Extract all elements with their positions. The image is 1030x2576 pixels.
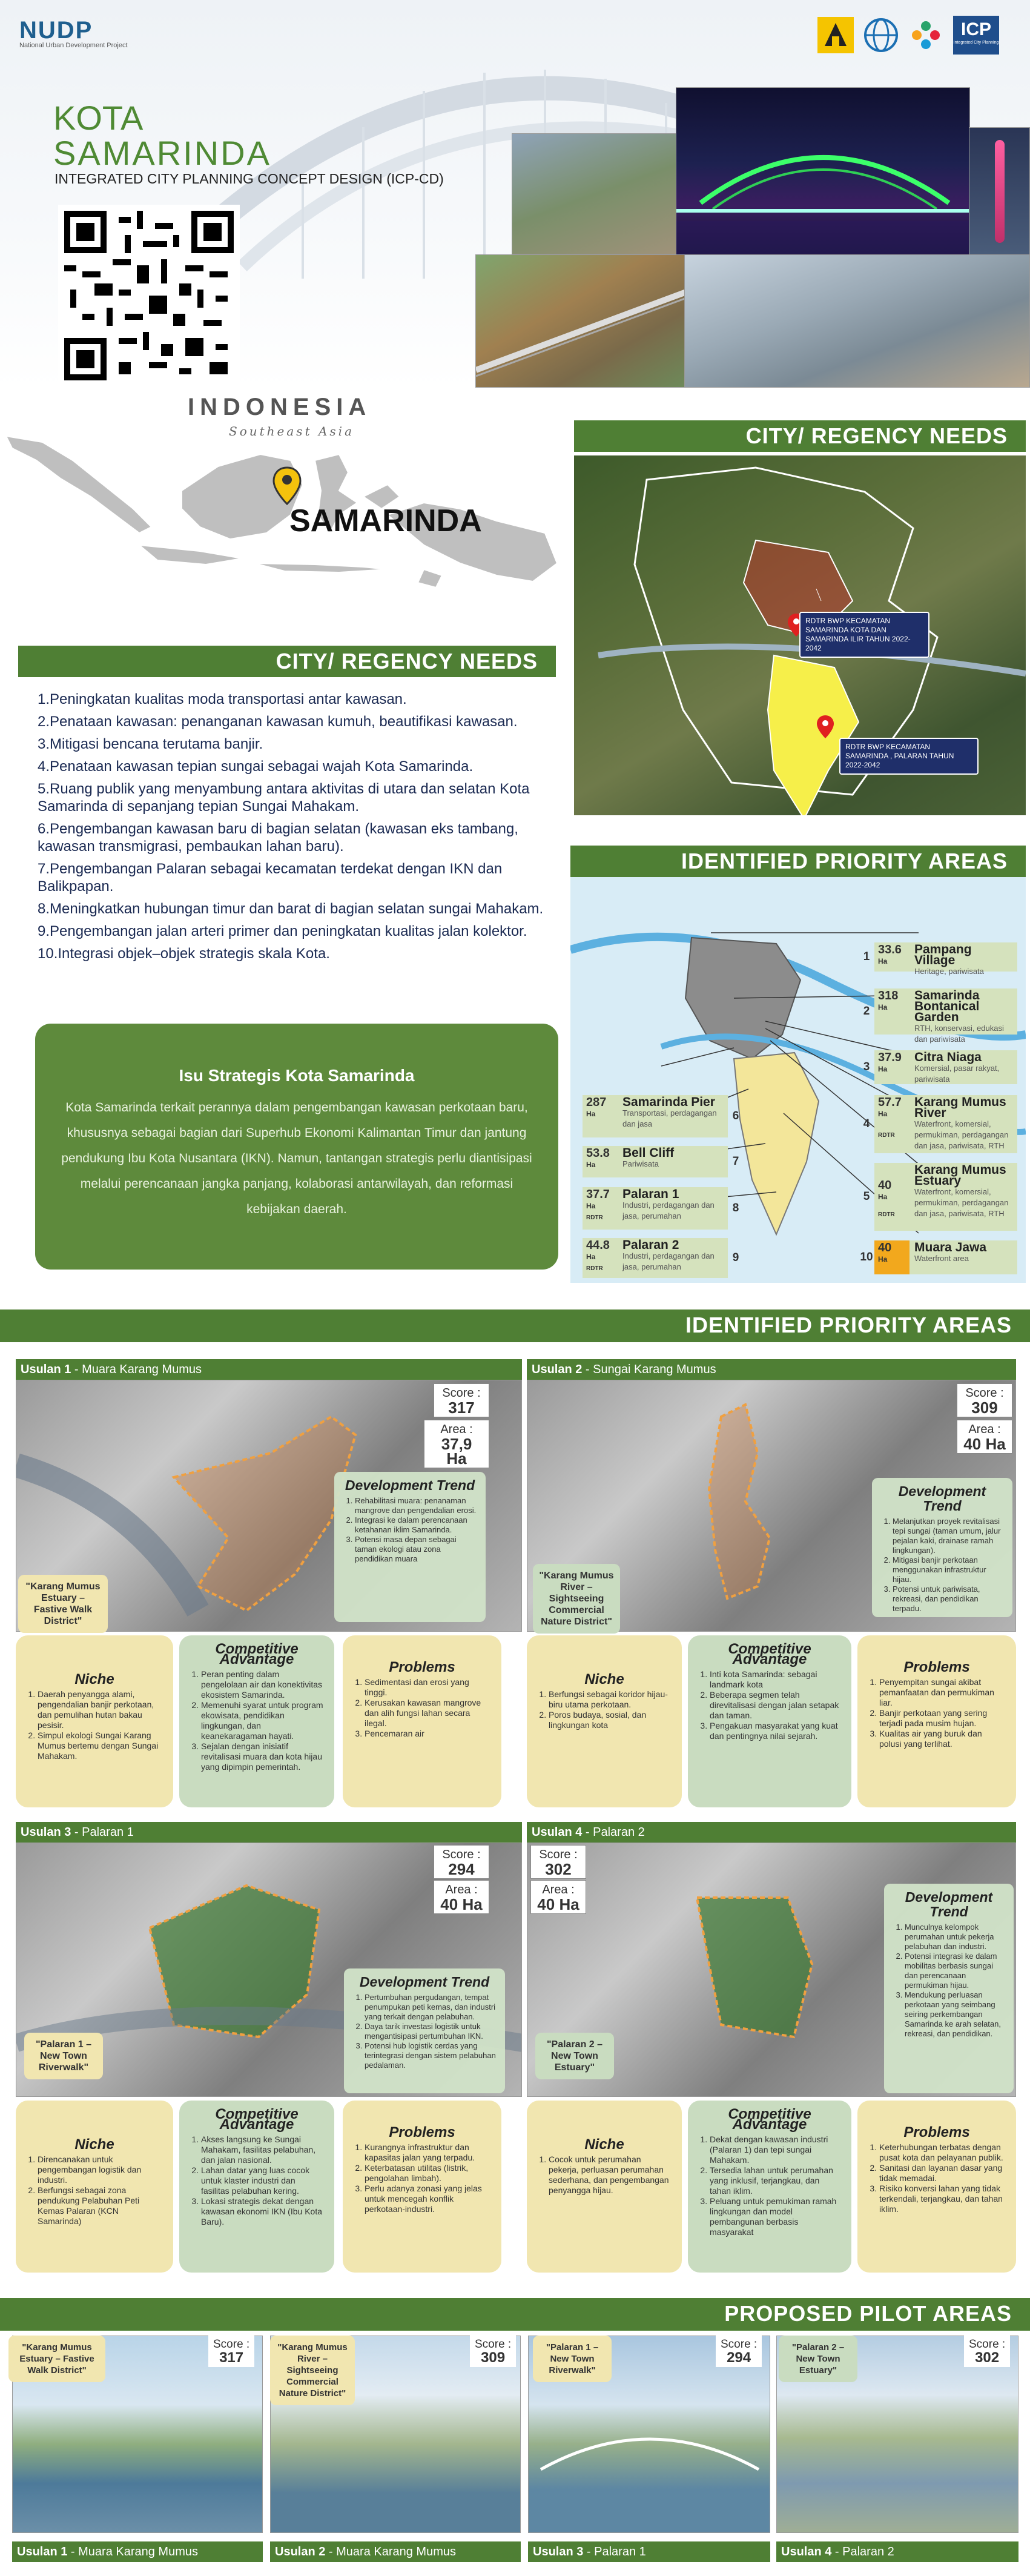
pilot-label-place: - Palaran 1 xyxy=(586,2545,646,2558)
river-bridge-photo xyxy=(475,254,687,388)
priority-desc xyxy=(910,1163,1017,1231)
pilot-label xyxy=(776,2541,1018,2562)
advantage-item: 3. Pengakuan masyarakat yang kuat dan pentingnya nilai sejarah. xyxy=(710,1721,842,1741)
priority-area-size xyxy=(874,942,910,972)
area-label: Area : xyxy=(968,1423,1001,1436)
priority-areas-header-top: IDENTIFIED PRIORITY AREAS xyxy=(570,846,1026,877)
priority-desc xyxy=(618,1238,728,1278)
niche-title: Niche xyxy=(74,1671,114,1687)
pilot-label xyxy=(270,2541,521,2562)
advantage-item: 2. Memenuhi syarat untuk program ekowisata, pendidikan lingkungan, dan keanekaragaman hayati. xyxy=(201,1700,325,1741)
area-value: 40 Ha xyxy=(440,1895,483,1913)
score-value: 302 xyxy=(545,1860,572,1878)
competitive-advantage-title: Competitive Advantage xyxy=(215,1641,299,1667)
city-needs-list xyxy=(38,690,555,967)
priority-ha-unit: Ha xyxy=(586,1202,596,1210)
rdtr-label: RDTR xyxy=(586,1265,603,1272)
priority-desc xyxy=(910,1050,1017,1084)
priority-row xyxy=(583,1238,744,1278)
pilot-label-place: - Muara Karang Mumus xyxy=(328,2545,456,2558)
priority-ha-value: 57.7 xyxy=(878,1096,902,1109)
advantage-item: 1. Akses langsung ke Sungai Mahakam, fasilitas pelabuhan, dan jalan nasional. xyxy=(201,2134,325,2165)
sdg-icon xyxy=(908,18,943,53)
usulan-number: Usulan 2 xyxy=(532,1363,583,1376)
score-box xyxy=(434,1383,489,1417)
problem-item: 1. Keterhubungan terbatas dengan pusat kota dan pelayanan publik. xyxy=(879,2142,1006,2163)
advantage-item: 2. Beberapa segmen telah direvitalisasi dengan jalan setapak dan taman. xyxy=(710,1690,842,1721)
problem-item: 3. Kualitas air yang buruk dan polusi yang terlihat. xyxy=(879,1729,1006,1749)
dev-item: 2. Mitigasi banjir perkotaan menggunakan infrastruktur hijau. xyxy=(893,1555,1004,1584)
development-trend-title: Development Trend xyxy=(345,1477,475,1493)
dev-item: 2. Daya tarik investasi logistik untuk mengantisipasi pertumbuhan IKN. xyxy=(365,2022,497,2041)
usulan-label xyxy=(527,1359,1016,1380)
pilot-label xyxy=(528,2541,770,2562)
competitive-advantage-title: Competitive Advantage xyxy=(728,1641,811,1667)
priority-area-size xyxy=(874,988,910,1035)
need-item: 4.Penataan kawasan tepian sungai sebagai wajah Kota Samarinda. xyxy=(38,758,474,775)
rdtr-callout-1: RDTR BWP KECAMATAN SAMARINDA KOTA DAN SAMARINDA ILIR TAHUN 2022-2042 xyxy=(799,612,929,658)
dev-item: 3. Potensi hub logistik cerdas yang terintegrasi dengan sistem pelabuhan pedalaman. xyxy=(365,2041,497,2070)
concept-tag: "Karang Mumus Estuary – Fastive Walk District" xyxy=(18,1575,108,1633)
priority-row xyxy=(859,1095,1017,1153)
page-subtitle: INTEGRATED CITY PLANNING CONCEPT DESIGN (ICP-CD) xyxy=(54,171,444,187)
priority-name: Muara Jawa xyxy=(914,1240,987,1254)
dev-item: 3. Mendukung perluasan perkotaan yang seimbang seiring perkembangan Samarinda ke arah selatan, rekreasi, dan pendidikan. xyxy=(905,1990,1005,2039)
score-value: 317 xyxy=(448,1399,475,1417)
priority-areas-header: IDENTIFIED PRIORITY AREAS xyxy=(0,1310,1030,1342)
problems-title: Problems xyxy=(389,2124,455,2141)
usulan-label xyxy=(16,1359,522,1380)
concept-tag: "Palaran 1 – New Town Riverwalk" xyxy=(24,2033,103,2079)
globe-icon xyxy=(863,18,899,53)
pilot-tag: "Palaran 2 – New Town Estuary" xyxy=(779,2336,857,2382)
map-pin-icon xyxy=(816,715,834,739)
dev-item: 2. Integrasi ke dalam perencanaan ketahanan iklim Samarinda. xyxy=(355,1515,477,1535)
priority-area-size xyxy=(874,1240,910,1274)
dev-item: 1. Rehabilitasi muara: penanaman mangrove dan pengendalian erosi. xyxy=(355,1496,477,1515)
pilot-areas-header: PROPOSED PILOT AREAS xyxy=(0,2298,1030,2331)
priority-desc xyxy=(910,988,1017,1044)
rdtr-callout-2: RDTR BWP KECAMATAN SAMARINDA , PALARAN TAHUN 2022-2042 xyxy=(839,738,979,775)
need-item: 6.Pengembangan kawasan baru di bagian selatan (kawasan eks tambang, kawasan transmigrasi, pembaukan lahan baru). xyxy=(38,821,518,855)
problems-card xyxy=(857,1635,1016,1807)
problem-item: 2. Banjir perkotaan yang sering terjadi pada musim hujan. xyxy=(879,1708,1006,1729)
niche-title: Niche xyxy=(74,2136,114,2153)
priority-detail: Waterfront area xyxy=(914,1254,969,1263)
niche-card xyxy=(527,1635,682,1807)
usulan-place: - Palaran 2 xyxy=(585,1826,645,1839)
niche-item: 1. Direncanakan untuk pengembangan logistik dan industri. xyxy=(38,2154,163,2185)
problem-item: 1. Penyempitan sungai akibat pemanfaatan dan permukiman liar. xyxy=(879,1677,1006,1708)
title-line-1: KOTA xyxy=(53,99,144,137)
icp-logo xyxy=(953,16,999,55)
priority-ha-value: 318 xyxy=(878,989,899,1002)
priority-row xyxy=(859,1163,1017,1231)
priority-number: 6 xyxy=(732,1110,739,1122)
score-value: 309 xyxy=(481,2349,506,2366)
area-label: Area : xyxy=(440,1423,473,1436)
problems-card xyxy=(343,1635,501,1807)
priority-desc xyxy=(618,1187,728,1230)
competitive-advantage-card xyxy=(179,1635,334,1807)
priority-number: 10 xyxy=(860,1251,873,1263)
development-trend-title: Development Trend xyxy=(898,1483,986,1514)
score-label: Score : xyxy=(969,2338,1006,2351)
pilot-label xyxy=(12,2541,263,2562)
pilot-label-place: - Muara Karang Mumus xyxy=(70,2545,198,2558)
niche-card xyxy=(527,2101,682,2273)
competitive-advantage-title: Competitive Advantage xyxy=(215,2106,299,2133)
priority-area-size xyxy=(583,1187,618,1230)
usulan-number: Usulan 3 xyxy=(21,1826,71,1839)
priority-row xyxy=(859,942,1017,976)
score-label: Score : xyxy=(442,1386,481,1400)
usulan-label xyxy=(527,1822,1016,1843)
priority-name: Pampang Village xyxy=(914,942,972,967)
problem-item: 1. Kurangnya infrastruktur dan kapasitas jalan yang terpadu. xyxy=(365,2142,492,2163)
priority-ha-value: 33.6 xyxy=(878,943,902,956)
score-label: Score : xyxy=(965,1386,1004,1400)
stadium-photo xyxy=(512,133,681,254)
priority-name: Citra Niaga xyxy=(914,1050,982,1064)
city-needs-header-right: CITY/ REGENCY NEEDS xyxy=(574,420,1026,452)
priority-name: Samarinda Pier xyxy=(622,1095,715,1109)
priority-area-size xyxy=(583,1238,618,1278)
niche-item: 1. Berfungsi sebagai koridor hijau-biru utama perkotaan. xyxy=(549,1689,672,1710)
priority-ha-unit: Ha xyxy=(586,1253,596,1261)
competitive-advantage-title: Competitive Advantage xyxy=(728,2106,811,2133)
problems-card xyxy=(343,2101,501,2273)
priority-number: 9 xyxy=(732,1251,739,1264)
bridge-night-photo xyxy=(676,87,970,257)
samarinda-city-map xyxy=(574,455,1026,815)
rdtr-label: RDTR xyxy=(878,1211,895,1218)
dev-item: 2. Potensi integrasi ke dalam mobilitas berbasis sungai dan perencanaan permukiman hijau. xyxy=(905,1952,1005,1990)
title-line-2: SAMARINDA xyxy=(53,134,271,172)
priority-ha-unit: Ha xyxy=(878,1065,888,1073)
priority-row xyxy=(583,1187,744,1230)
priority-row xyxy=(859,988,1017,1044)
priority-ha-unit: Ha xyxy=(878,1193,888,1201)
score-label: Score : xyxy=(213,2338,250,2351)
priority-ha-value: 37.9 xyxy=(878,1051,902,1064)
rdtr-label: RDTR xyxy=(878,1132,895,1139)
need-item: 5.Ruang publik yang menyambung antara aktivitas di utara dan selatan Kota Samarinda di sepanjang tepian Sungai Mahakam. xyxy=(38,781,530,815)
priority-ha-unit: Ha xyxy=(878,1003,888,1012)
dev-item: 1. Pertumbuhan pergudangan, tempat penumpukan peti kemas, dan industri yang terkait dengan pelabuhan. xyxy=(365,1993,497,2022)
problem-item: 1. Sedimentasi dan erosi yang tinggi. xyxy=(365,1677,492,1698)
area-box xyxy=(957,1420,1012,1454)
need-item: 2.Penataan kawasan: penanganan kawasan kumuh, beautifikasi kawasan. xyxy=(38,714,518,730)
isu-strategis-box xyxy=(35,1024,558,1270)
problem-item: 3. Perlu adanya zonasi yang jelas untuk mencegah konflik perkotaan-industri. xyxy=(365,2184,492,2214)
score-box xyxy=(957,1383,1012,1417)
need-item: 10.Integrasi objek–objek strategis skala Kota. xyxy=(38,945,330,962)
dev-item: 3. Potensi untuk pariwisata, rekreasi, dan pendidikan terpadu. xyxy=(893,1584,1004,1614)
usulan-number: Usulan 1 xyxy=(21,1363,71,1376)
usulan-number: Usulan 4 xyxy=(532,1826,583,1839)
score-label: Score : xyxy=(442,1848,481,1861)
priority-detail: Heritage, pariwisata xyxy=(914,967,984,976)
priority-ha-unit: Ha xyxy=(878,1110,888,1118)
problems-title: Problems xyxy=(903,2124,970,2141)
city-needs-header-left: CITY/ REGENCY NEEDS xyxy=(18,646,556,677)
concept-tag: "Palaran 2 – New Town Estuary" xyxy=(535,2033,614,2079)
priority-name: Palaran 2 xyxy=(622,1238,679,1252)
advantage-item: 1. Peran penting dalam pengelolaan air dan konektivitas ekosistem Samarinda. xyxy=(201,1669,325,1700)
area-label: Area : xyxy=(542,1883,575,1896)
area-box xyxy=(530,1880,586,1914)
need-item: 1.Peningkatan kualitas moda transportasi antar kawasan. xyxy=(38,691,407,707)
priority-ha-unit: Ha xyxy=(878,957,888,965)
development-trend-box xyxy=(344,1968,505,2093)
pu-logo-icon xyxy=(817,17,854,53)
priority-area-size xyxy=(583,1146,618,1177)
problems-card xyxy=(857,2101,1016,2273)
priority-area-size xyxy=(874,1163,910,1231)
problem-item: 3. Risiko konversi lahan yang tidak terkendali, terjangkau, dan tahan iklim. xyxy=(879,2184,1006,2214)
priority-row xyxy=(859,1240,1017,1274)
niche-item: 2. Simpul ekologi Sungai Karang Mumus bertemu dengan Sungai Mahakam. xyxy=(38,1730,163,1761)
pilot-label-number: Usulan 1 xyxy=(17,2545,68,2558)
isu-strategis-title: Isu Strategis Kota Samarinda xyxy=(179,1066,415,1085)
priority-detail: Waterfront, komersial, permukiman, perdagangan dan jasa, pariwisata, RTH xyxy=(914,1119,1009,1150)
advantage-item: 1. Dekat dengan kawasan industri (Palaran 1) dan tepi sungai Mahakam. xyxy=(710,2134,842,2165)
priority-row xyxy=(583,1146,744,1177)
pilot-tag: "Karang Mumus River – Sightseeing Commercial Nature District" xyxy=(270,2336,355,2405)
need-item: 8.Meningkatkan hubungan timur dan barat di bagian selatan sungai Mahakam. xyxy=(38,901,544,917)
priority-number: 1 xyxy=(863,950,870,963)
problem-item: 2. Sanitasi dan layanan dasar yang tidak memadai. xyxy=(879,2163,1006,2184)
southeast-asia-label: Southeast Asia xyxy=(229,424,354,439)
priority-name: Karang Mumus Estuary xyxy=(914,1163,1006,1188)
indonesia-map xyxy=(0,424,569,630)
usulan-place: - Muara Karang Mumus xyxy=(74,1363,202,1376)
need-item: 7.Pengembangan Palaran sebagai kecamatan terdekat dengan IKN dan Balikpapan. xyxy=(38,861,503,895)
priority-ha-unit: Ha xyxy=(586,1110,596,1118)
priority-desc xyxy=(910,1240,1017,1274)
niche-item: 2. Berfungsi sebagai zona pendukung Pelabuhan Peti Kemas Palaran (KCN Samarinda) xyxy=(38,2185,163,2227)
area-box xyxy=(424,1420,489,1468)
need-item: 3.Mitigasi bencana terutama banjir. xyxy=(38,736,263,752)
area-value: 40 Ha xyxy=(537,1895,579,1913)
priority-ha-value: 37.7 xyxy=(586,1188,610,1201)
priority-desc xyxy=(618,1146,728,1177)
area-value: 37,9 Ha xyxy=(441,1435,472,1468)
priority-name: Palaran 1 xyxy=(622,1187,679,1201)
priority-ha-value: 40 xyxy=(878,1179,892,1192)
priority-detail: Industri, perdagangan dan jasa, perumahan xyxy=(622,1200,715,1220)
priority-detail: Pariwisata xyxy=(622,1159,659,1168)
priority-detail: Komersial, pasar rakyat, pariwisata xyxy=(914,1064,1000,1084)
pilot-tag: "Karang Mumus Estuary – Fastive Walk District" xyxy=(8,2336,105,2382)
priority-area-size xyxy=(874,1095,910,1153)
priority-row xyxy=(859,1050,1017,1084)
priority-name: Bell Cliff xyxy=(622,1146,675,1160)
qr-code xyxy=(58,205,240,386)
dev-item: 1. Melanjutkan proyek revitalisasi tepi sungai (taman umum, jalur pejalan kaki, drainase ramah lingkungan). xyxy=(893,1517,1004,1555)
pilot-score xyxy=(470,2336,516,2367)
niche-item: 1. Daerah penyangga alami, pengendalian banjir perkotaan, dan pemulihan hutan bakau pesisir. xyxy=(38,1689,163,1730)
pilot-label-number: Usulan 4 xyxy=(781,2545,832,2558)
problem-item: 2. Keterbatasan utilitas (listrik, pengolahan limbah). xyxy=(365,2163,492,2184)
priority-desc xyxy=(618,1095,728,1137)
priority-area-size xyxy=(583,1095,618,1137)
priority-ha-value: 40 xyxy=(878,1241,892,1254)
score-value: 309 xyxy=(971,1399,998,1417)
priority-ha-value: 53.8 xyxy=(586,1147,610,1160)
pilot-label-number: Usulan 2 xyxy=(275,2545,326,2558)
advantage-item: 3. Lokasi strategis dekat dengan kawasan ekonomi IKN (Ibu Kota Baru). xyxy=(201,2196,325,2227)
page-title xyxy=(53,101,271,171)
indonesia-title: INDONESIA xyxy=(188,394,372,420)
priority-area-size xyxy=(874,1050,910,1084)
pilot-score xyxy=(716,2336,762,2367)
pilot-score xyxy=(208,2336,254,2367)
score-box xyxy=(530,1845,586,1879)
niche-item: 1. Cocok untuk perumahan pekerja, perluasan perumahan sederhana, dan pengembangan penyangga hijau. xyxy=(549,2154,672,2196)
niche-item: 2. Poros budaya, sosial, dan lingkungan kota xyxy=(549,1710,672,1730)
competitive-advantage-card xyxy=(179,2101,334,2273)
priority-detail: Waterfront, komersial, permukiman, perdagangan dan jasa, pariwisata, RTH xyxy=(914,1187,1009,1218)
partner-logos xyxy=(817,16,999,55)
priority-name: Karang Mumus River xyxy=(914,1095,1006,1120)
priority-ha-unit: Ha xyxy=(586,1161,596,1169)
score-value: 294 xyxy=(448,1860,475,1878)
problems-title: Problems xyxy=(903,1659,970,1675)
area-label: Area : xyxy=(445,1883,478,1896)
score-value: 294 xyxy=(727,2349,751,2366)
problems-title: Problems xyxy=(389,1659,455,1675)
advantage-item: 2. Lahan datar yang luas cocok untuk klaster industri dan fasilitas pelabuhan kering. xyxy=(201,2165,325,2196)
score-label: Score : xyxy=(539,1848,578,1861)
priority-number: 7 xyxy=(732,1155,739,1168)
city-aerial-photo xyxy=(684,254,1030,388)
dev-item: 3. Potensi masa depan sebagai taman ekologi atau zona pendidikan muara xyxy=(355,1535,477,1564)
area-box xyxy=(434,1880,489,1914)
score-label: Score : xyxy=(721,2338,758,2351)
advantage-item: 3. Sejalan dengan inisiatif revitalisasi muara dan kota hijau yang dipimpin pemerintah. xyxy=(201,1741,325,1772)
rdtr-label: RDTR xyxy=(586,1214,603,1221)
score-label: Score : xyxy=(475,2338,512,2351)
priority-ha-value: 44.8 xyxy=(586,1239,610,1252)
priority-desc xyxy=(910,1095,1017,1153)
priority-row xyxy=(583,1095,744,1137)
usulan-label xyxy=(16,1822,522,1843)
priority-detail: Transportasi, perdagangan dan jasa xyxy=(622,1108,717,1128)
area-value: 40 Ha xyxy=(963,1435,1006,1453)
isu-strategis-body: Kota Samarinda terkait perannya dalam pengembangan kawasan perkotaan baru, khususnya sebagai bagian dari Superhub Ekonomi Kalimantan Timur dan jantung pendukung Ibu Kota Nusantara (IKN). Namun, tantangan strategis perlu diantisipasi melalui perencanaan jangka panjang, kolaborasi antarwilayah, dan reformasi kebijakan daerah. xyxy=(61,1101,532,1216)
priority-number: 5 xyxy=(863,1190,870,1203)
usulan-place: - Palaran 1 xyxy=(74,1826,134,1839)
priority-number: 2 xyxy=(863,1005,870,1018)
nudp-logo xyxy=(19,17,128,49)
pilot-label-number: Usulan 3 xyxy=(533,2545,584,2558)
priority-number: 4 xyxy=(863,1117,870,1130)
competitive-advantage-card xyxy=(688,1635,851,1807)
advantage-item: 1. Inti kota Samarinda: sebagai landmark kota xyxy=(710,1669,842,1690)
niche-title: Niche xyxy=(584,2136,624,2153)
competitive-advantage-card xyxy=(688,2101,851,2273)
score-box xyxy=(434,1845,489,1879)
nudp-logo-subtitle: National Urban Development Project xyxy=(19,42,128,49)
priority-detail: Industri, perdagangan dan jasa, perumahan xyxy=(622,1251,715,1271)
problem-item: 3. Pencemaran air xyxy=(365,1729,492,1739)
advantage-item: 2. Tersedia lahan untuk perumahan yang inklusif, terjangkau, dan tahan iklim. xyxy=(710,2165,842,2196)
score-value: 317 xyxy=(219,2349,244,2366)
priority-name: Samarinda Bontanical Garden xyxy=(914,988,980,1024)
development-trend-box xyxy=(872,1478,1012,1617)
priority-number: 8 xyxy=(732,1202,739,1214)
map-pin-icon xyxy=(272,466,302,505)
score-value: 302 xyxy=(975,2349,1000,2366)
priority-ha-unit: Ha xyxy=(878,1255,888,1263)
development-trend-title: Development Trend xyxy=(905,1889,993,1919)
samarinda-map-label: SAMARINDA xyxy=(289,503,482,538)
development-trend-box xyxy=(334,1472,486,1622)
usulan-place: - Sungai Karang Mumus xyxy=(585,1363,716,1376)
priority-number: 3 xyxy=(863,1061,870,1073)
icp-logo-text: ICP xyxy=(960,19,991,39)
priority-detail: RTH, konservasi, edukasi dan pariwisata xyxy=(914,1024,1004,1044)
advantage-item: 3. Peluang untuk pemukiman ramah lingkungan dan model pembangunan berbasis masyarakat xyxy=(710,2196,842,2237)
niche-card xyxy=(16,2101,173,2273)
nudp-logo-text: NUDP xyxy=(19,17,93,44)
priority-ha-value: 287 xyxy=(586,1096,607,1109)
development-trend-title: Development Trend xyxy=(359,1974,490,1990)
niche-title: Niche xyxy=(584,1671,624,1687)
pilot-label-place: - Palaran 2 xyxy=(834,2545,894,2558)
niche-card xyxy=(16,1635,173,1807)
dev-item: 1. Munculnya kelompok perumahan untuk pekerja pelabuhan dan industri. xyxy=(905,1922,1005,1952)
need-item: 9.Pengembangan jalan arteri primer dan peningkatan kualitas jalan kolektor. xyxy=(38,923,527,939)
development-trend-box xyxy=(884,1884,1014,2093)
concept-tag: "Karang Mumus River – Sightseeing Commercial Nature District" xyxy=(533,1564,620,1634)
pilot-tag: "Palaran 1 – New Town Riverwalk" xyxy=(533,2336,612,2382)
priority-desc xyxy=(910,942,1017,976)
icp-logo-subtitle: Integrated City Planning xyxy=(953,41,999,45)
tower-photo xyxy=(969,127,1030,257)
problem-item: 2. Kerusakan kawasan mangrove dan alih fungsi lahan secara ilegal. xyxy=(365,1698,492,1729)
pilot-score xyxy=(964,2336,1010,2367)
